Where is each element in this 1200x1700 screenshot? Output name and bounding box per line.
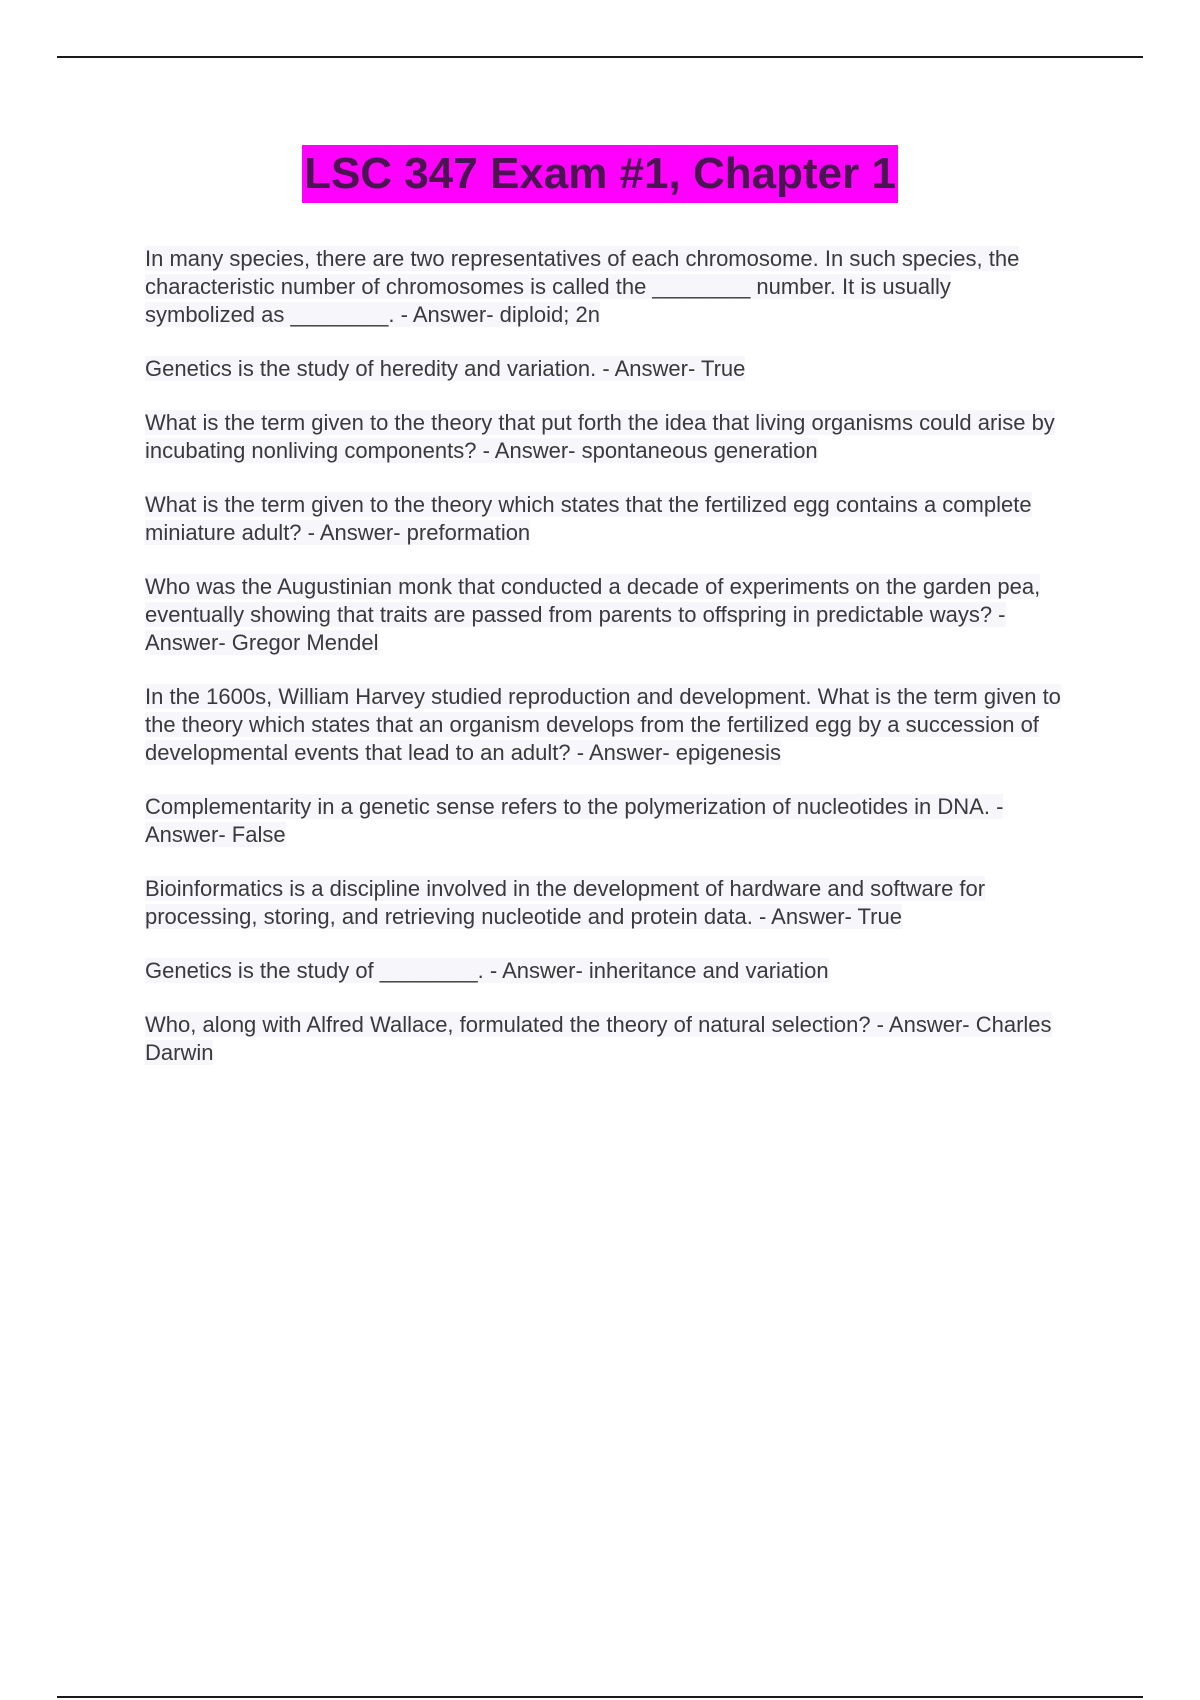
qa-item bbox=[145, 409, 1065, 465]
top-rule bbox=[57, 56, 1143, 58]
qa-text: In many species, there are two representatives of each chromosome. In such species, the characteristic number of chromosomes is called the ________ number. It is usually symbolized as ________. - Answer- diploid; 2n bbox=[145, 246, 1020, 327]
qa-text: In the 1600s, William Harvey studied reproduction and development. What is the term given to the theory which states that an organism develops from the fertilized egg by a succession of developmental events that lead to an adult? - Answer- epigenesis bbox=[145, 684, 1061, 765]
qa-text: Who was the Augustinian monk that conducted a decade of experiments on the garden pea, eventually showing that traits are passed from parents to offspring in predictable ways? - Answer- Gregor Mendel bbox=[145, 574, 1041, 655]
qa-text: What is the term given to the theory which states that the fertilized egg contains a complete miniature adult? - Answer- preformation bbox=[145, 492, 1032, 545]
qa-text: Genetics is the study of heredity and variation. - Answer- True bbox=[145, 356, 746, 381]
qa-item bbox=[145, 793, 1065, 849]
qa-item bbox=[145, 1011, 1065, 1067]
qa-item bbox=[145, 683, 1065, 767]
page-title: LSC 347 Exam #1, Chapter 1 bbox=[302, 145, 898, 203]
qa-item bbox=[145, 491, 1065, 547]
qa-item bbox=[145, 573, 1065, 657]
qa-list bbox=[145, 245, 1065, 1093]
qa-text: Genetics is the study of ________. - Answer- inheritance and variation bbox=[145, 958, 829, 983]
bottom-rule bbox=[57, 1696, 1143, 1698]
qa-text: Bioinformatics is a discipline involved in the development of hardware and software for processing, storing, and retrieving nucleotide and protein data. - Answer- True bbox=[145, 876, 986, 929]
qa-text: Who, along with Alfred Wallace, formulated the theory of natural selection? - Answer- Charles Darwin bbox=[145, 1012, 1052, 1065]
title-container bbox=[0, 145, 1200, 203]
qa-text: Complementarity in a genetic sense refers to the polymerization of nucleotides in DNA. - Answer- False bbox=[145, 794, 1004, 847]
qa-item bbox=[145, 355, 1065, 383]
qa-item bbox=[145, 957, 1065, 985]
qa-text: What is the term given to the theory that put forth the idea that living organisms could arise by incubating nonliving components? - Answer- spontaneous generation bbox=[145, 410, 1055, 463]
qa-item bbox=[145, 245, 1065, 329]
qa-item bbox=[145, 875, 1065, 931]
